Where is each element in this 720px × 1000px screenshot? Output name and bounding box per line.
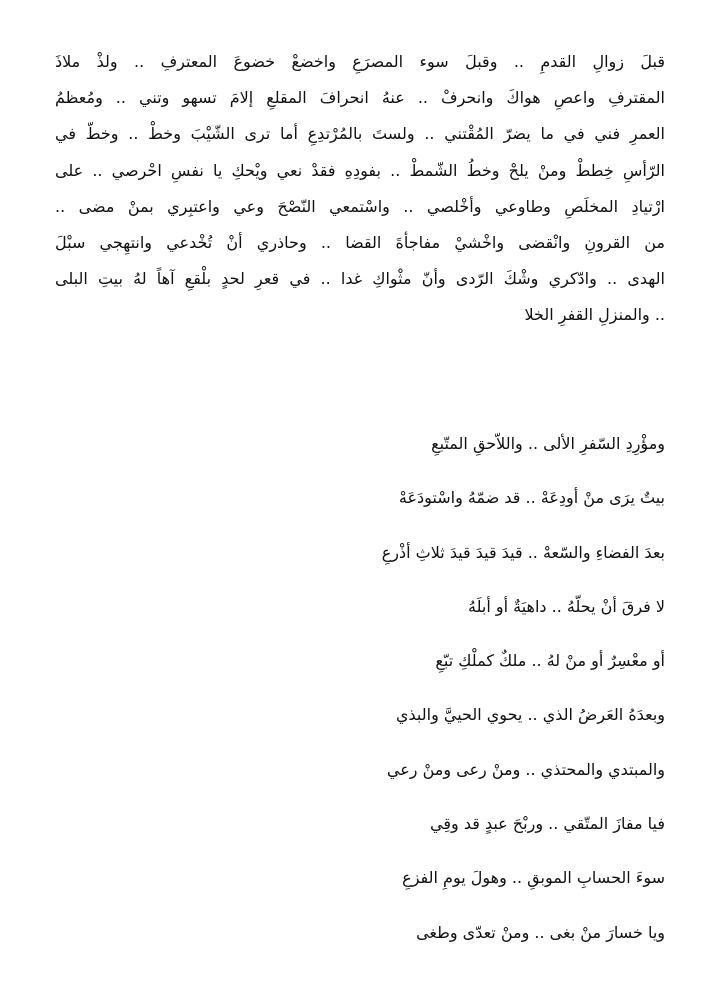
verse-line: بيتٌ يرَى منْ أودِعَهْ .. قد ضمّهُ واسْتودَعَهْ	[398, 488, 665, 508]
verse-line: والمبتدي والمحتذي .. ومنْ رعى ومنْ رعي	[386, 759, 665, 779]
prose-line: العمرِ فني في ما يضرّ المُقْتني .. ولستَ بالمُرْتدِعِ أما ترى الشّيْبَ وخطْ .. وخطّ في	[55, 124, 665, 144]
prose-line: الهدى .. وادّكري وشْكَ الرّدى وأنّ مثْواكِ غدا .. في قعرِ لحدٍ بلْقعِ آهاً لهُ بيتِ البلى	[55, 269, 665, 289]
prose-paragraph	[55, 44, 665, 334]
prose-line: الرّأسِ خِططْ ومنْ يلحْ وخطُ الشّمطْ .. بفودِهِ فقدْ نعي ويْحكِ يا نفسِ احْرصي .. على	[55, 160, 665, 180]
verse-line: ويا خسارَ منْ بغى .. ومنْ تعدّى وطغى	[416, 922, 665, 942]
verse-line: سوءَ الحسابِ الموبقِ .. وهولَ يومِ الفزعِ	[402, 868, 665, 888]
verse-line: لا فرقَ أنْ يحلّهُ .. داهيَةٌ أو أبلَهُ	[468, 596, 665, 616]
prose-line: من القرونِ وانْقضى واخْشيْ مفاجأةَ القضا .. وحاذري أنْ تُخْدعي وانتهِجي سبْلَ	[55, 232, 665, 252]
prose-line: .. والمنزلِ القفرِ الخلا	[524, 305, 665, 325]
verse-line: ومؤْرِدِ السّفرِ الألى .. واللاّحقِ المتّبعِ	[431, 434, 665, 453]
poem-verses	[55, 417, 665, 960]
prose-line: قبلَ زوالِ القدمِ .. وقبلَ سوء المصرَعِ واخضعْ خضوعَ المعترفِ .. ولذْ ملاذَ	[55, 52, 665, 71]
prose-line: المقترفِ واعصِ هواكَ وانحرفْ .. عنهُ انحرافَ المقلعِ إلامَ تسهو وتني .. ومُعظمُ	[55, 88, 665, 108]
verse-line: أو معْسِرٌ أو منْ لهُ .. ملكٌ كملْكِ تبّعِ	[435, 651, 665, 671]
prose-line: ارْتيادِ المخلَصِ وطاوعي وأخْلصي .. واسْتمعي النّصْحَ وعي واعتبِري بمنْ مضى ..	[55, 196, 665, 216]
verse-line: فيا مفازَ المتّقي .. وربْحَ عبدٍ قد وقِي	[430, 814, 665, 834]
verse-line: وبعدَهُ العَرضُ الذي .. يحوي الحييَّ والبذي	[396, 705, 665, 725]
verse-line: بعدَ الفضاءِ والسّعهْ .. قيدَ قيدَ قيدَ ثلاثِ أذْرعِ	[381, 542, 665, 562]
